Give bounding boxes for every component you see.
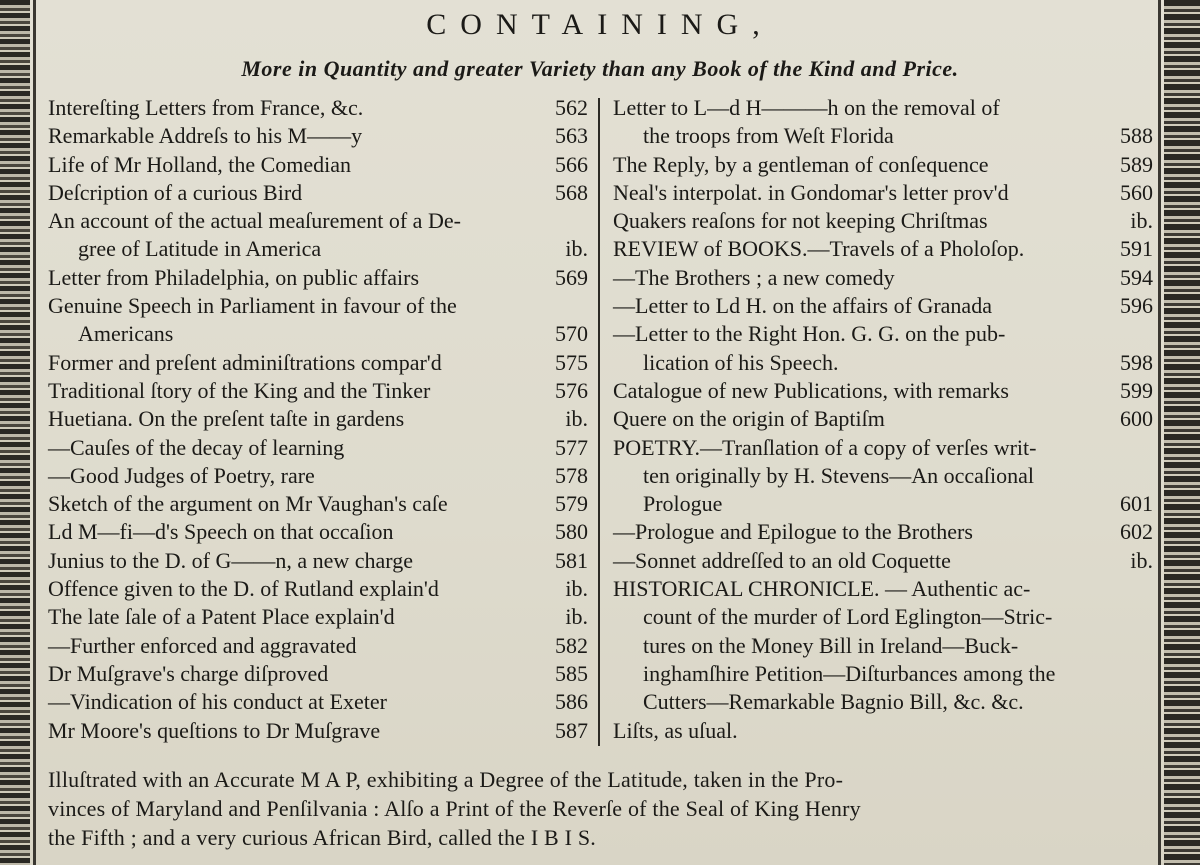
entry-title: Letter from Philadelphia, on public affairs — [48, 264, 420, 290]
entry-page-number: 576 — [555, 377, 588, 403]
contents-entry — [613, 179, 1153, 207]
entry-page-number: 577 — [555, 434, 588, 460]
entry-title: count of the murder of Lord Eglington—Stric- — [643, 604, 1053, 630]
contents-entry — [48, 179, 588, 207]
entry-title: Liſts, as uſual. — [613, 717, 738, 743]
entry-page-number: 587 — [555, 717, 588, 743]
entry-page-number: 569 — [555, 264, 588, 290]
entry-page-number: 601 — [1120, 491, 1153, 517]
entry-title: Intereſting Letters from France, &c. — [48, 95, 364, 120]
contents-entry — [613, 462, 1153, 490]
entry-page-number: 562 — [555, 95, 588, 120]
entry-title: Genuine Speech in Parliament in favour of the — [48, 293, 457, 319]
entry-title: Catalogue of new Publications, with remarks — [613, 377, 1009, 403]
contents-entry — [613, 632, 1153, 660]
contents-entry — [48, 462, 588, 490]
contents-entry — [613, 264, 1153, 292]
entry-page-number: 570 — [555, 321, 588, 347]
entry-page-number: 580 — [555, 519, 588, 545]
entry-title: gree of Latitude in America — [78, 236, 322, 262]
entry-page-number: ib. — [565, 236, 588, 262]
entry-title: —Cauſes of the decay of learning — [48, 434, 345, 460]
entry-title: An account of the actual meaſurement of a De- — [48, 208, 461, 234]
entry-title: —Good Judges of Poetry, rare — [48, 462, 315, 488]
right-border-ornament — [1164, 0, 1200, 865]
entry-title: —Sonnet addreſſed to an old Coquette — [613, 547, 951, 573]
entry-page-number: 568 — [555, 179, 588, 205]
entry-title: tures on the Money Bill in Ireland—Buck- — [643, 632, 1019, 658]
entry-page-number: 560 — [1120, 179, 1153, 205]
contents-entry — [613, 235, 1153, 263]
contents-entry — [48, 518, 588, 546]
footer-line: Illuſtrated with an Accurate M A P, exhibiting a Degree of the Latitude, taken in the Pro- — [48, 767, 844, 792]
entry-page-number: 575 — [555, 349, 588, 375]
entry-title: inghamſhire Petition—Diſturbances among the — [643, 660, 1056, 686]
entry-title: —Letter to the Right Hon. G. G. on the pub- — [613, 321, 1006, 347]
heading: CONTAINING, — [426, 8, 774, 41]
entry-page-number: ib. — [1130, 547, 1153, 573]
footer-line: vinces of Maryland and Penſilvania : Alſo a Print of the Reverſe of the Seal of King Henry — [48, 796, 861, 821]
contents-entry — [613, 320, 1153, 348]
entry-page-number: 594 — [1120, 264, 1153, 290]
contents-entry — [613, 717, 1153, 745]
entry-page-number: 585 — [555, 660, 588, 686]
contents-entry — [48, 235, 588, 263]
contents-entry — [48, 292, 588, 320]
entry-title: POETRY.—Tranſlation of a copy of verſes writ- — [613, 434, 1037, 460]
entry-title: —Prologue and Epilogue to the Brothers — [613, 519, 973, 545]
contents-entry — [48, 434, 588, 462]
contents-entry — [48, 603, 588, 631]
entry-title: Quere on the origin of Baptiſm — [613, 406, 885, 432]
contents-entry — [613, 434, 1153, 462]
entry-page-number: 602 — [1120, 519, 1153, 545]
contents-entry — [48, 349, 588, 377]
entry-title: The late ſale of a Patent Place explain'd — [48, 604, 395, 630]
entry-title: —The Brothers ; a new comedy — [613, 264, 895, 290]
contents-entry — [48, 660, 588, 688]
contents-entry — [613, 405, 1153, 433]
contents-entry — [48, 405, 588, 433]
entry-title: —Further enforced and aggravated — [48, 632, 357, 658]
entry-page-number: ib. — [565, 576, 588, 602]
entry-title: Prologue — [643, 491, 723, 517]
entry-title: Cutters—Remarkable Bagnio Bill, &c. &c. — [643, 689, 1024, 715]
entry-title: Mr Moore's queſtions to Dr Muſgrave — [48, 717, 381, 743]
contents-entry — [613, 122, 1153, 150]
entry-title: Life of Mr Holland, the Comedian — [48, 151, 352, 177]
entry-title: Deſcription of a curious Bird — [48, 179, 303, 205]
contents-entry — [48, 264, 588, 292]
contents-entry — [48, 151, 588, 179]
entry-page-number: 581 — [555, 547, 588, 573]
entry-title: —Vindication of his conduct at Exeter — [48, 689, 387, 715]
contents-entry — [48, 717, 588, 745]
contents-entry — [613, 151, 1153, 179]
entry-title: ten originally by H. Stevens—An occaſional — [643, 462, 1035, 488]
contents-entry — [613, 349, 1153, 377]
contents-entry — [613, 94, 1153, 122]
column-divider — [598, 98, 600, 746]
entry-page-number: ib. — [565, 406, 588, 432]
entry-page-number: 578 — [555, 462, 588, 488]
entry-page-number: 591 — [1120, 236, 1153, 262]
contents-left-column — [48, 94, 588, 745]
contents-entry — [48, 320, 588, 348]
entry-page-number: 598 — [1120, 349, 1153, 375]
entry-title: Quakers reaſons for not keeping Chriſtmas — [613, 208, 988, 234]
entry-title: Letter to L—d H———h on the removal of — [613, 95, 1000, 120]
contents-entry — [613, 518, 1153, 546]
contents-entry — [613, 207, 1153, 235]
contents-entry — [613, 490, 1153, 518]
contents-entry — [48, 632, 588, 660]
entry-title: HISTORICAL CHRONICLE. — Authentic ac- — [613, 576, 1031, 602]
entry-title: the troops from Weſt Florida — [643, 123, 894, 149]
entry-title: The Reply, by a gentleman of conſequence — [613, 151, 989, 177]
entry-title: —Letter to Ld H. on the affairs of Granada — [613, 293, 992, 319]
contents-entry — [613, 603, 1153, 631]
entry-page-number: 582 — [555, 632, 588, 658]
entry-page-number: 563 — [555, 123, 588, 149]
entry-page-number: 588 — [1120, 123, 1153, 149]
entry-page-number: ib. — [565, 604, 588, 630]
entry-page-number: 586 — [555, 689, 588, 715]
contents-entry — [613, 377, 1153, 405]
illustration-note — [48, 765, 1153, 852]
entry-title: lication of his Speech. — [643, 349, 839, 375]
contents-entry — [48, 688, 588, 716]
entry-title: Huetiana. On the preſent taſte in gardens — [48, 406, 405, 432]
entry-page-number: 566 — [555, 151, 588, 177]
entry-title: Former and preſent adminiſtrations compar'd — [48, 349, 442, 375]
entry-title: Ld M—fi—d's Speech on that occaſion — [48, 519, 394, 545]
footer-line: the Fifth ; and a very curious African Bird, called the I B I S. — [48, 825, 596, 850]
contents-entry — [48, 575, 588, 603]
contents-entry — [48, 547, 588, 575]
contents-entry — [48, 122, 588, 150]
entry-title: Offence given to the D. of Rutland explain'd — [48, 576, 439, 602]
entry-title: Sketch of the argument on Mr Vaughan's caſe — [48, 491, 448, 517]
entry-title: Dr Muſgrave's charge diſproved — [48, 660, 329, 686]
contents-entry — [48, 377, 588, 405]
entry-title: Traditional ſtory of the King and the Tinker — [48, 377, 431, 403]
entry-page-number: ib. — [1130, 208, 1153, 234]
entry-title: Remarkable Addreſs to his M——y — [48, 123, 363, 149]
contents-entry — [48, 94, 588, 122]
entry-title: Junius to the D. of G——n, a new charge — [48, 547, 413, 573]
contents-right-column — [613, 94, 1153, 745]
entry-page-number: 600 — [1120, 406, 1153, 432]
entry-title: REVIEW of BOOKS.—Travels of a Pholoſop. — [613, 236, 1025, 262]
entry-page-number: 596 — [1120, 293, 1153, 319]
contents-entry — [613, 575, 1153, 603]
contents-entry — [613, 660, 1153, 688]
contents-entry — [48, 207, 588, 235]
contents-entry — [48, 490, 588, 518]
entry-title: Americans — [78, 321, 174, 347]
contents-entry — [613, 688, 1153, 716]
contents-entry — [613, 547, 1153, 575]
entry-page-number: 599 — [1120, 377, 1153, 403]
contents-entry — [613, 292, 1153, 320]
left-border-ornament — [0, 0, 30, 865]
entry-title: Neal's interpolat. in Gondomar's letter prov'd — [613, 179, 1009, 205]
entry-page-number: 589 — [1120, 151, 1153, 177]
entry-page-number: 579 — [555, 491, 588, 517]
subtitle: More in Quantity and greater Variety than any Book of the Kind and Price. — [241, 56, 959, 81]
